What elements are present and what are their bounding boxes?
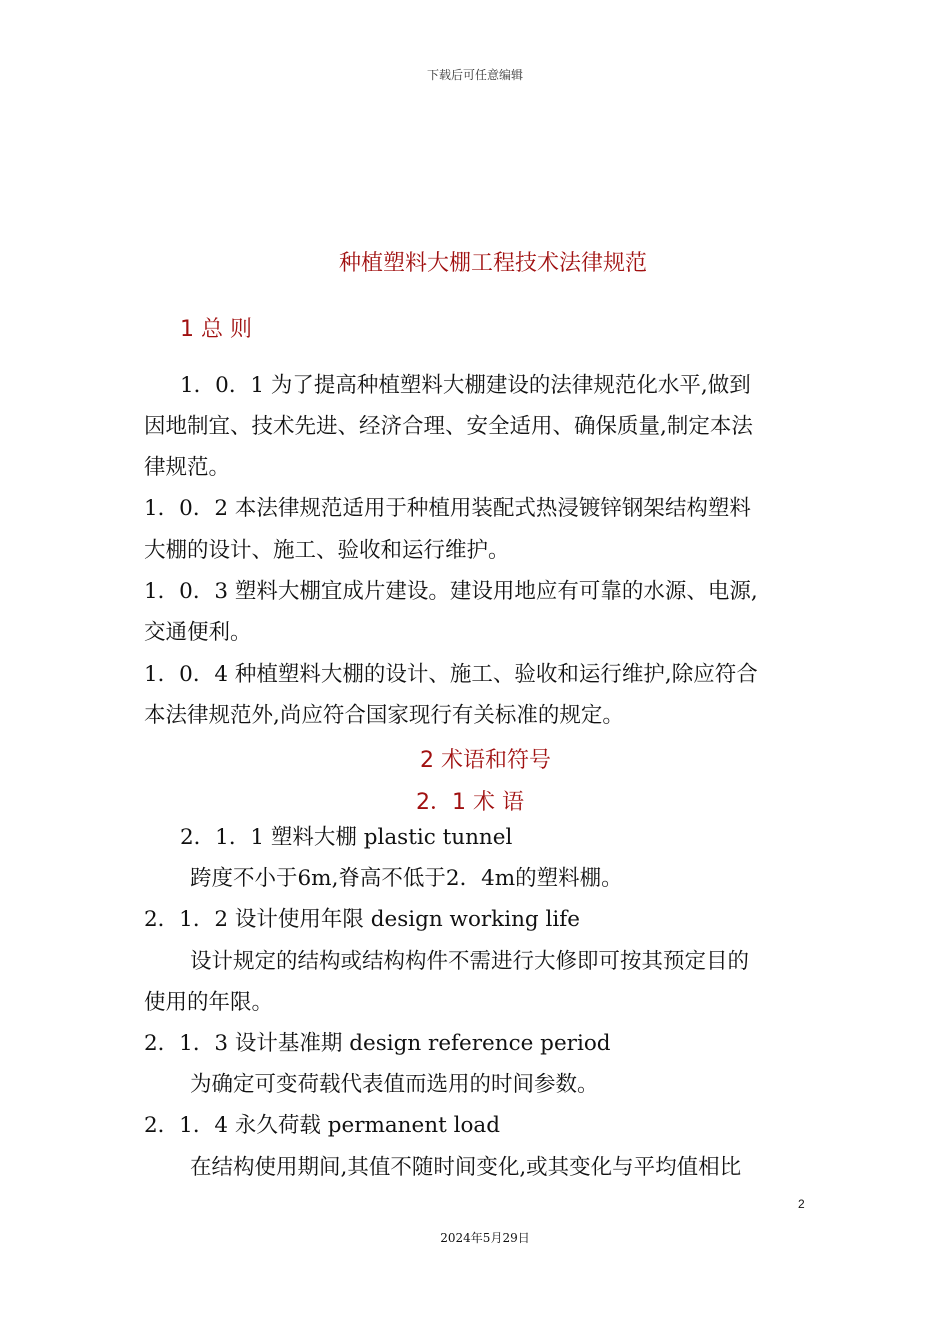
section-heading-general: 1 总 则 xyxy=(180,317,252,342)
body-line: 大棚的设计、施工、验收和运行维护。 xyxy=(144,538,510,563)
term-line: 2．1．1 塑料大棚 plastic tunnel xyxy=(180,825,513,850)
definition-line: 在结构使用期间,其值不随时间变化,或其变化与平均值相比 xyxy=(190,1155,742,1180)
document-title: 种植塑料大棚工程技术法律规范 xyxy=(338,251,647,276)
body-line: 1．0．4 种植塑料大棚的设计、施工、验收和运行维护,除应符合 xyxy=(144,662,758,687)
definition-line: 为确定可变荷载代表值而选用的时间参数。 xyxy=(190,1072,599,1097)
term-line: 2．1．3 设计基准期 design reference period xyxy=(144,1031,611,1056)
term-line: 2．1．2 设计使用年限 design working life xyxy=(144,907,580,932)
header-note: 下载后可任意编辑 xyxy=(426,68,523,82)
body-line: 律规范。 xyxy=(144,455,231,480)
section-heading-terms: 2 术语和符号 xyxy=(420,748,551,773)
definition-line: 跨度不小于6m,脊高不低于2．4m的塑料棚。 xyxy=(190,866,623,891)
body-line: 因地制宜、技术先进、经济合理、安全适用、确保质量,制定本法 xyxy=(144,414,753,439)
body-line: 本法律规范外,尚应符合国家现行有关标准的规定。 xyxy=(144,703,624,728)
body-line: 1．0．2 本法律规范适用于种植用装配式热浸镀锌钢架结构塑料 xyxy=(144,496,751,521)
body-line: 1．0．3 塑料大棚宜成片建设。建设用地应有可靠的水源、电源, xyxy=(144,579,758,604)
term-line: 2．1．4 永久荷载 permanent load xyxy=(144,1113,500,1138)
definition-line: 使用的年限。 xyxy=(144,990,274,1015)
footer-date: 2024年5月29日 xyxy=(440,1231,530,1245)
subsection-heading-terms: 2．1 术 语 xyxy=(416,790,524,815)
body-line: 交通便利。 xyxy=(144,620,252,645)
definition-line: 设计规定的结构或结构构件不需进行大修即可按其预定目的 xyxy=(190,949,750,974)
body-line: 1．0．1 为了提高种植塑料大棚建设的法律规范化水平,做到 xyxy=(180,373,751,398)
page-number: 2 xyxy=(798,1197,805,1211)
